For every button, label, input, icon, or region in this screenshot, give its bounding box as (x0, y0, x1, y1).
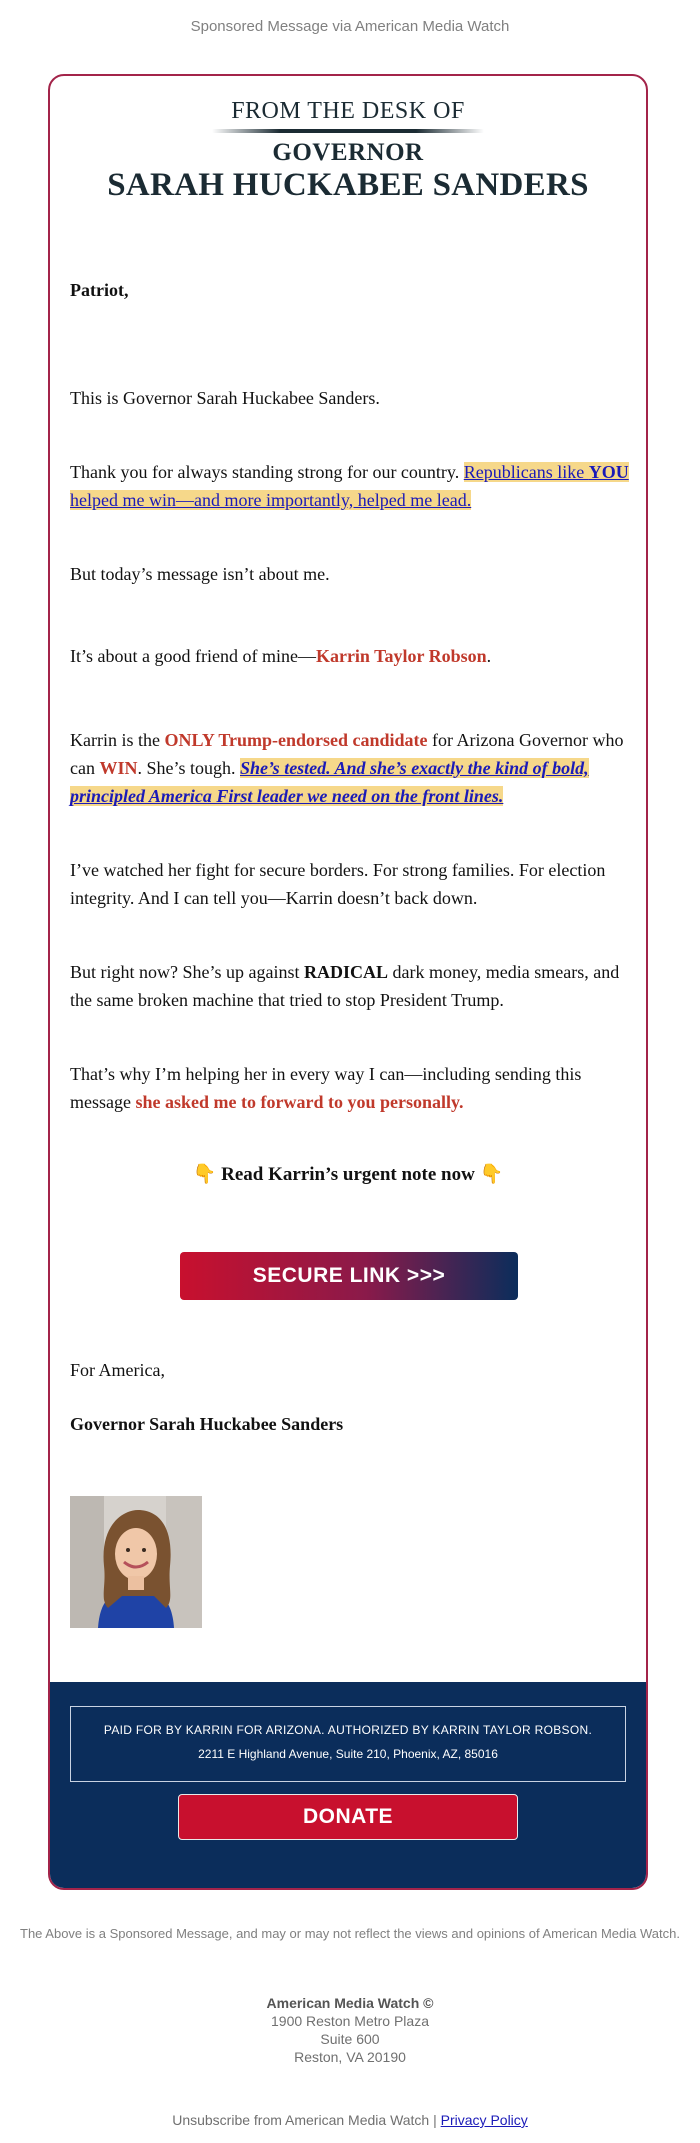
karrin-name: Karrin Taylor Robson (315, 646, 487, 666)
tested-link[interactable]: She’s tested. And she’s exactly the kind of bold, principled America First leader we need on the front lines. (70, 758, 589, 806)
pointing-down-icon: 👇 (192, 1164, 217, 1185)
letter-card (48, 74, 648, 1890)
endorse-c: for Arizona Governor who can (70, 730, 624, 778)
paragraph-intro: This is Governor Sarah Huckabee Sanders. (70, 388, 380, 408)
closing: For America, (70, 1360, 165, 1380)
address-line-2: Suite 600 (320, 2031, 380, 2047)
publisher-name: American Media Watch © (266, 1995, 434, 2011)
paid-for-footer (50, 1682, 646, 1888)
radical-word: RADICAL (303, 962, 388, 982)
paragraph-friend (70, 642, 630, 670)
forward-a: That’s why I’m helping her in every way I can—including sending this message (70, 1064, 582, 1112)
endorse-only: ONLY Trump-endorsed candidate (164, 730, 428, 750)
friend-text: It’s about a good friend of mine— (70, 646, 316, 666)
portrait-image (70, 1496, 202, 1628)
endorse-win: WIN (99, 758, 138, 778)
governor-title: GOVERNOR (272, 139, 424, 166)
urgent-note-line (50, 1162, 646, 1186)
forward-red: she asked me to forward to you personally. (135, 1092, 464, 1112)
paragraph-borders: I’ve watched her fight for secure borders. For strong families. For election integrity. And I can tell you—Karrin doesn’t back down. (70, 860, 606, 908)
privacy-policy-link[interactable]: Privacy Policy (440, 2112, 528, 2128)
unsubscribe-bar (0, 2112, 700, 2128)
endorse-a: Karrin is the (70, 730, 165, 750)
address-line-3: Reston, VA 20190 (294, 2049, 406, 2065)
secure-link-button[interactable]: SECURE LINK >>> (180, 1252, 518, 1300)
governor-name: SARAH HUCKABEE SANDERS (107, 167, 589, 203)
paragraph-forward (70, 1060, 630, 1116)
link-part-you: YOU (588, 462, 629, 482)
campaign-address: 2211 E Highland Avenue, Suite 210, Phoenix, AZ, 85016 (198, 1747, 498, 1761)
endorse-e: . She’s tough. (137, 758, 241, 778)
paragraph-thanks (70, 458, 630, 514)
greeting: Patriot, (70, 280, 129, 300)
urgent-note-text: Read Karrin’s urgent note now (216, 1164, 480, 1185)
paid-for-box (70, 1706, 626, 1782)
paragraph-not-about-me: But today’s message isn’t about me. (70, 564, 330, 584)
paragraph-radical (70, 958, 630, 1014)
governor-photo (70, 1496, 202, 1628)
masthead-divider (212, 129, 484, 133)
sponsor-header: Sponsored Message via American Media Watch (190, 18, 510, 35)
link-part-c: helped me win—and more importantly, helped me lead. (70, 490, 472, 510)
donate-button[interactable]: DONATE (178, 1794, 518, 1840)
masthead (50, 76, 646, 204)
paid-for-line: PAID FOR BY KARRIN FOR ARIZONA. AUTHORIZED BY KARRIN TAYLOR ROBSON. (103, 1723, 593, 1737)
thanks-text: Thank you for always standing strong for our country. (70, 462, 464, 482)
friend-end: . (486, 646, 492, 666)
pointing-down-icon: 👇 (479, 1164, 504, 1185)
link-separator: | (429, 2112, 441, 2128)
from-desk-label: FROM THE DESK OF (231, 98, 465, 124)
unsubscribe-link[interactable]: Unsubscribe from American Media Watch (172, 2112, 430, 2128)
signature: Governor Sarah Huckabee Sanders (70, 1414, 344, 1434)
address-line-1: 1900 Reston Metro Plaza (271, 2013, 429, 2029)
radical-a: But right now? She’s up against (70, 962, 304, 982)
link-part-a: Republicans like (463, 462, 589, 482)
publisher-address (0, 1994, 700, 2066)
sponsored-disclaimer: The Above is a Sponsored Message, and may or may not reflect the views and opinions of American Media Watch. (20, 1926, 680, 1941)
radical-c: dark money, media smears, and the same broken machine that tried to stop President Trump. (70, 962, 620, 1010)
paragraph-endorsement (70, 726, 630, 810)
